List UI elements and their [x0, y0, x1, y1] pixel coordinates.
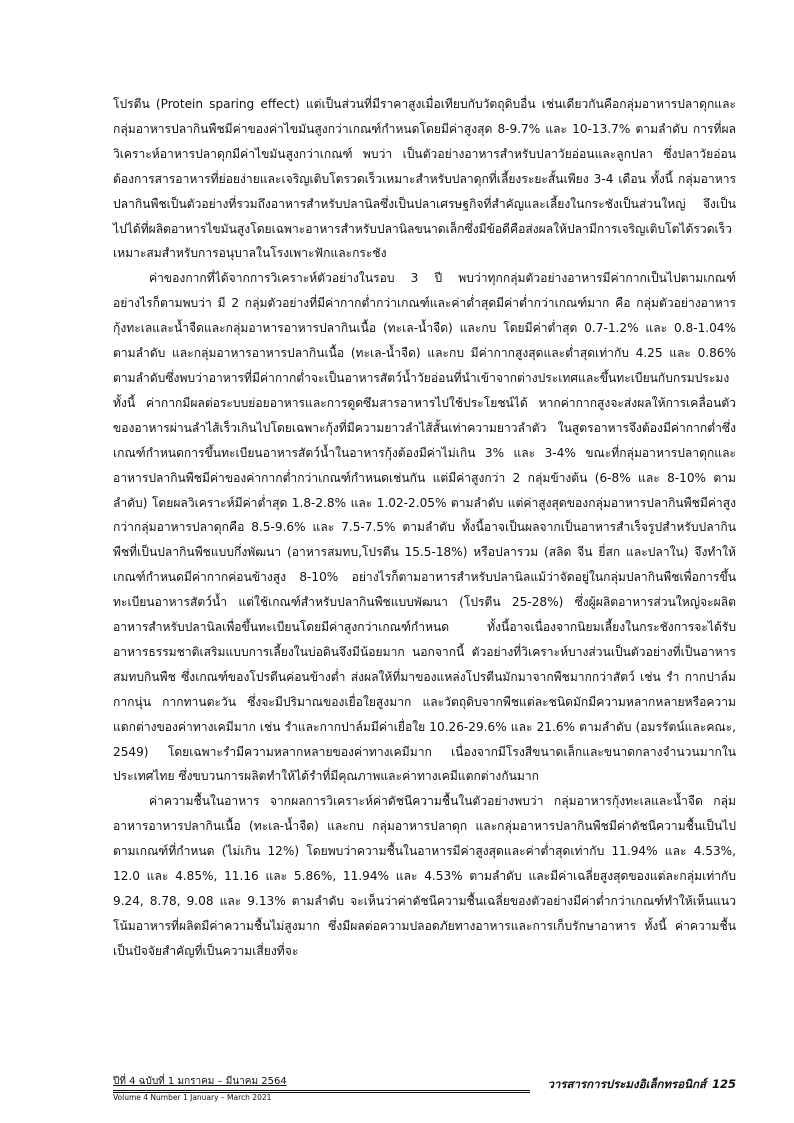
- body-paragraph-fat-content: โปรตีน (Protein sparing effect) แต่เป็นส่วนที่มีราคาสูงเมื่อเทียบกับวัตถุดิบอื่น เช่นเดียวกันคือกลุ่มอาหารปลาดุกและกลุ่มอาหารปลากินพืชมีค่าของค่าไขมันสูงกว่าเกณฑ์กำหนดโดยมีค่าสูงสุด 8-9.7% และ 10-13.7% ตามลำดับ การที่ผลวิเคราะห์อาหารปลาดุกมีค่าไขมันสูงกว่าเกณฑ์ พบว่า เป็นตัวอย่างอาหารสำหรับปลาวัยอ่อนและลูกปลา ซึ่งปลาวัยอ่อนต้องการสารอาหารที่ย่อยง่ายและเจริญเติบโตรวดเร็วเหมาะสำหรับปลาดุกที่เลี้ยงระยะสั้นเพียง 3-4 เดือน ทั้งนี้ กลุ่มอาหารปลากินพืชเป็นตัวอย่างที่รวมถึงอาหารสำหรับปลานิลซึ่งเป็นปลาเศรษฐกิจที่สำคัญและเลี้ยงในกระชังเป็นส่วนใหญ่ จึงเป็นไปได้ที่ผลิตอาหารไขมันสูงโดยเฉพาะอาหารสำหรับปลานิลขนาดเล็กซึ่งมีข้อดีคือส่งผลให้ปลามีการเจริญเติบโตได้รวดเร็ว เหมาะสมสำหรับการอนุบาลในโรงเพาะฟักและกระชัง: [113, 97, 736, 261]
- page-footer: [113, 1075, 736, 1115]
- journal-name: วารสารการประมงอิเล็กทรอนิกส์: [547, 1077, 706, 1091]
- page-number: 125: [711, 1077, 736, 1091]
- body-paragraph-moisture-content: ค่าความชื้นในอาหาร จากผลการวิเคราะห์ค่าดัชนีความชื้นในตัวอย่างพบว่า กลุ่มอาหารกุ้งทะเลและน้ำจืด กลุ่มอาหารอาหารปลากินเนื้อ (ทะเล-น้ำจืด) และกบ กลุ่มอาหารปลาดุก และกลุ่มอาหารปลากินพืชมีค่าดัชนีความชื้นเป็นไปตามเกณฑ์ที่กำหนด (ไม่เกิน 12%) โดยพบว่าความชื้นในอาหารมีค่าสูงสุดและค่าต่ำสุดเท่ากับ 11.94% และ 4.53%, 12.0 และ 4.85%, 11.16 และ 5.86%, 11.94% และ 4.53% ตามลำดับ และมีค่าเฉลี่ยสูงสุดของแต่ละกลุ่มเท่ากับ 9.24, 8.78, 9.08 และ 9.13% ตามลำดับ จะเห็นว่าค่าดัชนีความชื้นเฉลี่ยของตัวอย่างมีค่าต่ำกว่าเกณฑ์ทำให้เห็นแนวโน้มอาหารที่ผลิตมีค่าความชื้นไม่สูงมาก ซึ่งมีผลต่อความปลอดภัยทางอาหารและการเก็บรักษาอาหาร ทั้งนี้ ค่าความชื้นเป็นปัจจัยสำคัญที่เป็นความเสี่ยงที่จะ: [113, 794, 736, 958]
- issue-info-thai: ปีที่ 4 ฉบับที่ 1 มกราคม – มีนาคม 2564: [113, 1076, 287, 1087]
- footer-rule-top: [113, 1090, 530, 1091]
- body-paragraph-fiber-content: ค่าของกากที่ได้จากการวิเคราะห์ตัวอย่างในรอบ 3 ปี พบว่าทุกกลุ่มตัวอย่างอาหารมีค่ากากเป็นไปตามเกณฑ์ อย่างไรก็ตามพบว่า มี 2 กลุ่มตัวอย่างที่มีค่ากากต่ำกว่าเกณฑ์และค่าต่ำสุดมีค่าต่ำกว่าเกณฑ์มาก คือ กลุ่มตัวอย่างอาหารกุ้งทะเลและน้ำจืดและกลุ่มอาหารอาหารปลากินเนื้อ (ทะเล-น้ำจืด) และกบ โดยมีค่าต่ำสุด 0.7-1.2% และ 0.8-1.04% ตามลำดับ และกลุ่มอาหารอาหารปลากินเนื้อ (ทะเล-น้ำจืด) และกบ มีค่ากากสูงสุดและต่ำสุดเท่ากับ 4.25 และ 0.86% ตามลำดับซึ่งพบว่าอาหารที่มีค่ากากต่ำจะเป็นอาหารสัตว์น้ำวัยอ่อนที่นำเข้าจากต่างประเทศและขึ้นทะเบียนกับกรมประมง ทั้งนี้ ค่ากากมีผลต่อระบบย่อยอาหารและการดูดซึมสารอาหารไปใช้ประโยชน์ได้ หากค่ากากสูงจะส่งผลให้การเคลื่อนตัวของอาหารผ่านลำไส้เร็วเกินไปโดยเฉพาะกุ้งที่มีความยาวลำไส้สั้นเท่าความยาวลำตัว ในสูตรอาหารจึงต้องมีค่ากากต่ำซึ่งเกณฑ์กำหนดการขึ้นทะเบียนอาหารสัตว์น้ำในอาหารกุ้งต้องมีค่าไม่เกิน 3% และ 3-4% ขณะที่กลุ่มอาหารปลาดุกและอาหารปลากินพืชมีค่าของค่ากากต่ำกว่าเกณฑ์กำหนดเช่นกัน แต่มีค่าสูงกว่า 2 กลุ่มข้างต้น (6-8% และ 8-10% ตามลำดับ) โดยผลวิเคราะห์มีค่าต่ำสุด 1.8-2.8% และ 1.02-2.05% ตามลำดับ แต่ค่าสูงสุดของกลุ่มอาหารปลากินพืชมีค่าสูงกว่ากลุ่มอาหารปลาดุกคือ 8.5-9.6% และ 7.5-7.5% ตามลำดับ ทั้งนี้อาจเป็นผลจากเป็นอาหารสำเร็จรูปสำหรับปลากินพืชที่เป็นปลากินพืชแบบกึ่งพัฒนา (อาหารสมทบ,โปรตีน 15.5-18%) หรือปลารวม (สลิด จีน ยี่สก และปลาใน) จึงทำให้เกณฑ์กำหนดมีค่ากากค่อนข้างสูง 8-10% อย่างไรก็ตามอาหารสำหรับปลานิลแม้ว่าจัดอยู่ในกลุ่มปลากินพืชเพื่อการขึ้นทะเบียนอาหารสัตว์น้ำ แต่ใช้เกณฑ์สำหรับปลากินพืชแบบพัฒนา (โปรตีน 25-28%) ซึ่งผู้ผลิตอาหารส่วนใหญ่จะผลิตอาหารสำหรับปลานิลเพื่อขึ้นทะเบียนโดยมีค่าสูงกว่าเกณฑ์กำหนด ทั้งนี้อาจเนื่องจากนิยมเลี้ยงในกระชังการจะได้รับอาหารธรรมชาติเสริมแบบการเลี้ยงในบ่อดินจึงมีน้อยมาก นอกจากนี้ ตัวอย่างที่วิเคราะห์บางส่วนเป็นตัวอย่างที่เป็นอาหารสมทบกินพืช ซึ่งเกณฑ์ของโปรตีนค่อนข้างต่ำ ส่งผลให้ที่มาของแหล่งโปรตีนมักมาจากพืชมากกว่าสัตว์ เช่น รำ กากปาล์ม กากนุ่น กากทานตะวัน ซึ่งจะมีปริมาณของเยื่อใยสูงมาก และวัตถุดิบจากพืชแต่ละชนิดมักมีความหลากหลายหรือความแตกต่างของค่าทางเคมีมาก เช่น รำและกากปาล์มมีค่าเยื่อใย 10.26-29.6% และ 21.6% ตามลำดับ (อมรรัตน์และคณะ, 2549) โดยเฉพาะรำมีความหลากหลายของค่าทางเคมีมาก เนื่องจากมีโรงสีขนาดเล็กและขนาดกลางจำนวนมากในประเทศไทย ซึ่งขบวนการผลิตทำให้ได้รำที่มีคุณภาพและค่าทางเคมีแตกต่างกันมาก: [113, 271, 736, 784]
- issue-info-english: Volume 4 Number 1 January – March 2021: [113, 1093, 272, 1102]
- journal-title-block: [544, 1077, 736, 1092]
- article-body: [113, 92, 736, 958]
